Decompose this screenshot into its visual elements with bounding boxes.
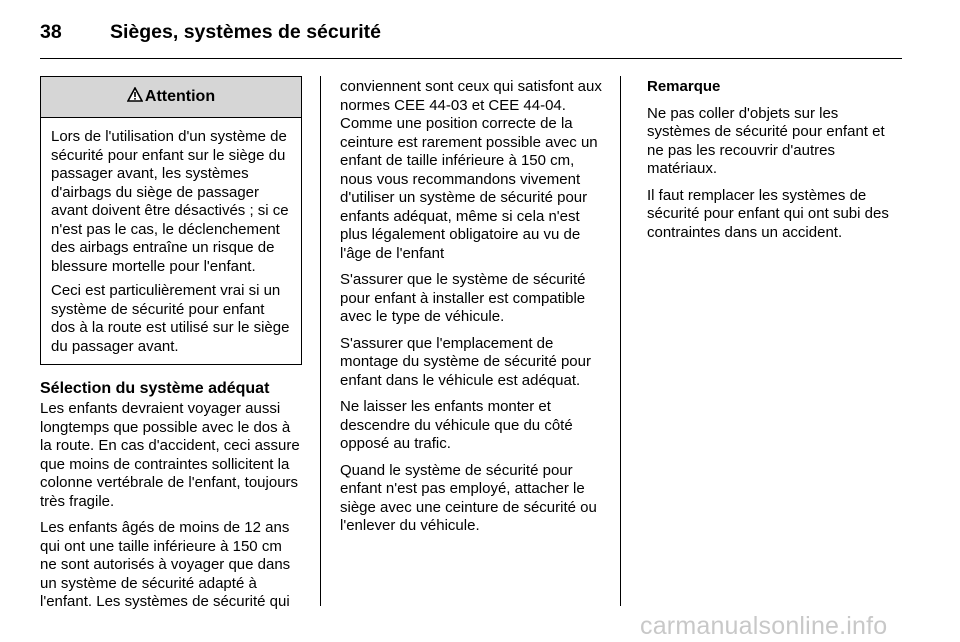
attention-body <box>41 118 301 364</box>
body-paragraph: conviennent sont ceux qui satisfont aux normes CEE 44-03 et CEE 44-04. Comme une position correcte de la ceinture est rarement possible avec un enfant de taille inférieure à 150 cm, nous vous recommandons vivement d'utiliser un système de sécurité pour enfants adéquat, même si cela n'est plus légalement obligatoire au vu de l'âge de l'enfant <box>340 78 602 262</box>
section-title: Sélection du système adéquat <box>40 380 270 397</box>
remark-title: Remarque <box>647 78 721 95</box>
attention-header <box>41 77 301 118</box>
body-paragraph: Les enfants âgés de moins de 12 ans qui ont une taille inférieure à 150 cm ne sont autorisés à voyager que dans un système de sécurité adapté à l'enfant. Les systèmes de sécurité qui <box>40 519 291 610</box>
body-paragraph: S'assurer que l'emplacement de montage du système de sécurité pour enfant dans le véhicule est adéquat. <box>340 334 591 389</box>
page-number: 38 <box>40 21 62 43</box>
attention-paragraph: Lors de l'utilisation d'un système de sécurité pour enfant sur le siège du passager avant, les systèmes d'airbags du siège de passager avant doivent être désactivés ; si ce n'est pas le cas, le déclenchement des airbags entraîne un risque de blessure mortelle pour l'enfant. <box>51 128 289 275</box>
body-paragraph: Quand le système de sécurité pour enfant n'est pas employé, attacher le siège avec une ceinture de sécurité ou l'enlever du véhicule. <box>340 461 597 534</box>
watermark: carmanualsonline.info <box>640 612 888 640</box>
attention-paragraph: Ceci est particulièrement vrai si un système de sécurité pour enfant dos à la route est utilisé sur le siège du passager avant. <box>51 282 290 355</box>
column-right <box>647 78 903 250</box>
attention-title: Attention <box>144 87 216 105</box>
body-paragraph: S'assurer que le système de sécurité pour enfant à installer est compatible avec le type de véhicule. <box>340 271 586 325</box>
chapter-title: Sièges, systèmes de sécurité <box>110 21 381 43</box>
column-divider <box>320 76 321 606</box>
column-middle <box>340 78 602 544</box>
warning-triangle-icon <box>127 87 143 108</box>
column-left <box>40 76 302 620</box>
page-header <box>40 20 381 44</box>
body-paragraph: Ne laisser les enfants monter et descendre du véhicule que du côté opposé au trafic. <box>340 398 573 452</box>
column-divider <box>620 76 621 606</box>
remark-paragraph: Il faut remplacer les systèmes de sécurité pour enfant qui ont subi des contraintes dans un accident. <box>647 186 889 241</box>
attention-box <box>40 76 302 365</box>
remark-paragraph: Ne pas coller d'objets sur les systèmes de sécurité pour enfant et ne pas les recouvrir d'autres matériaux. <box>647 104 885 177</box>
header-rule <box>40 58 902 59</box>
body-paragraph: Les enfants devraient voyager aussi longtemps que possible avec le dos à la route. En cas d'accident, ceci assure que moins de contraintes sollicitent la colonne vertébrale de l'enfant, toujours très fragile. <box>40 400 300 510</box>
